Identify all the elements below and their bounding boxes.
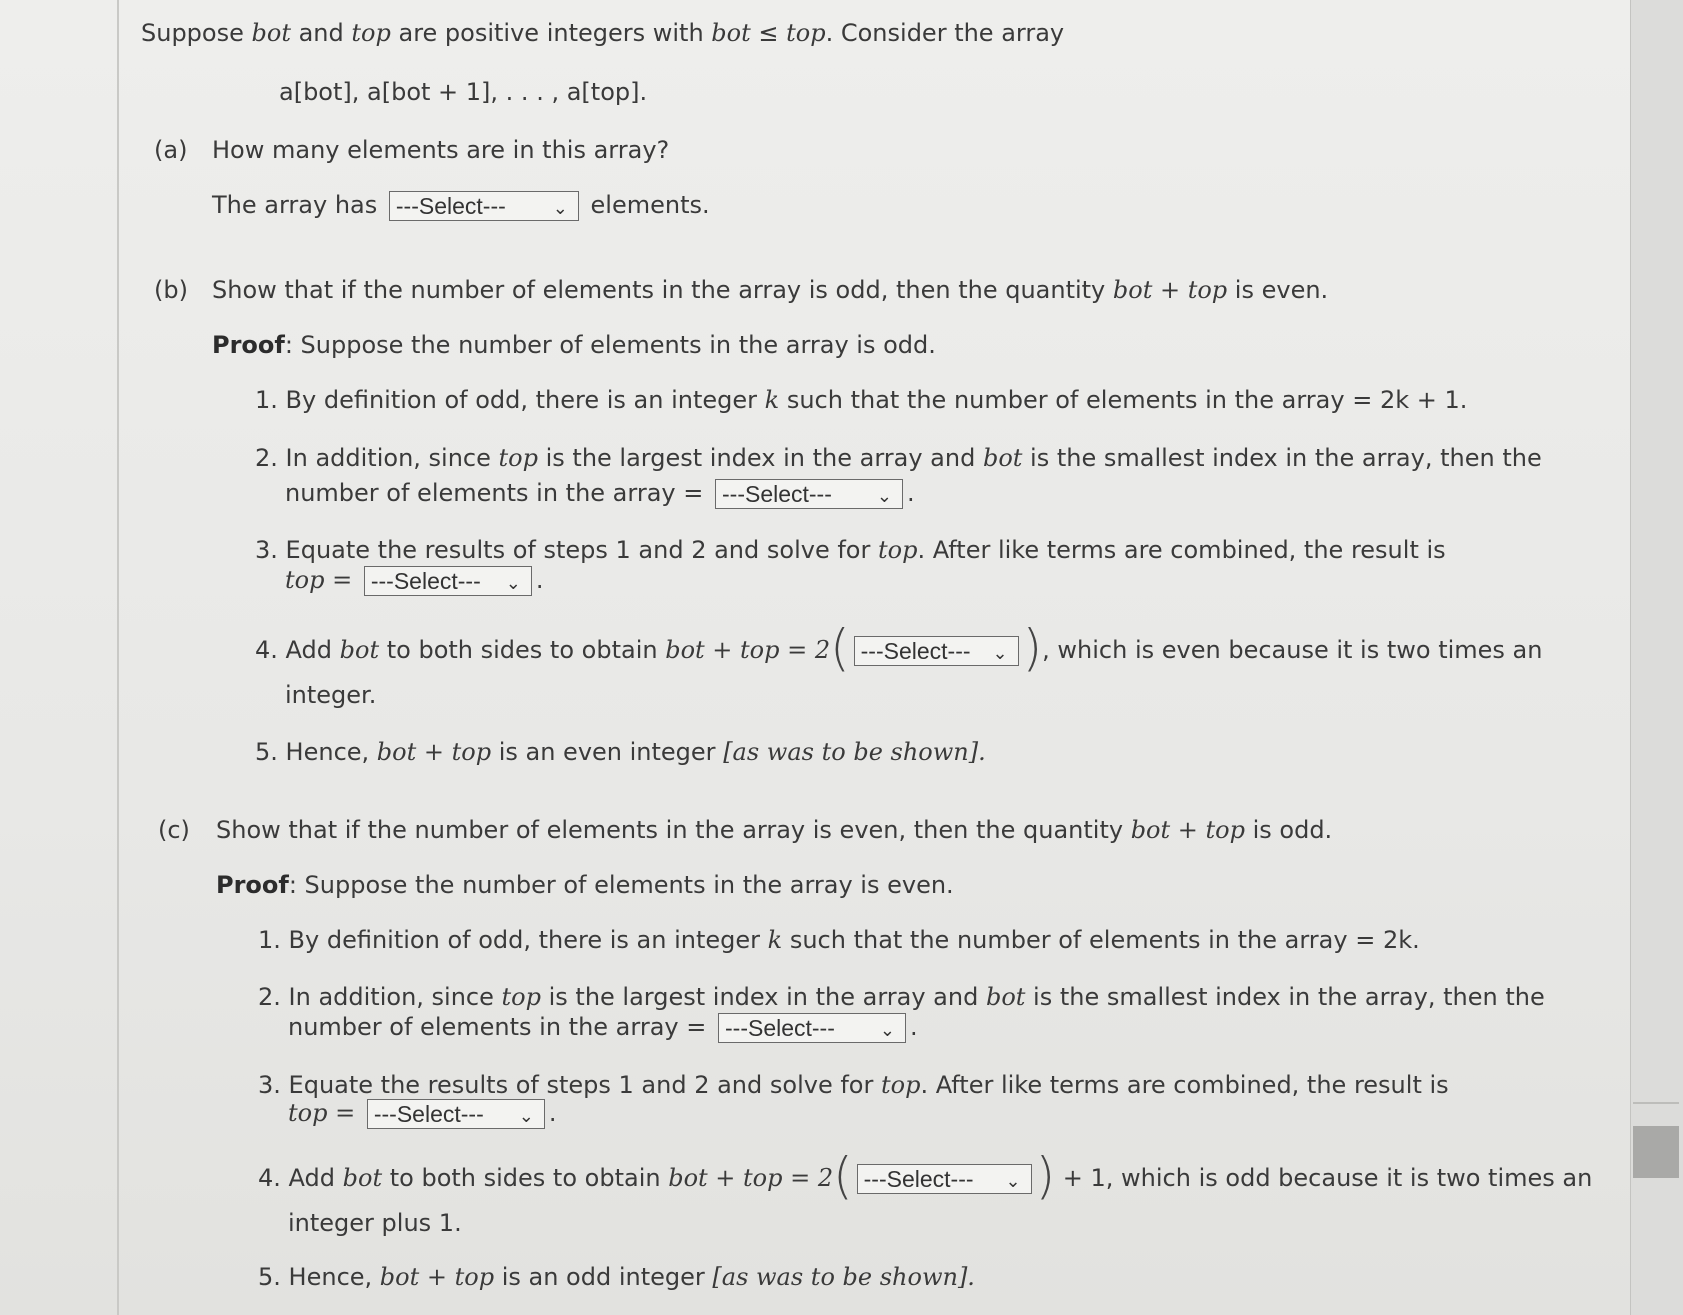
c-step2-select[interactable]: ---Select--- ⌄: [718, 1013, 906, 1043]
part-c-proof-intro: Proof: Suppose the number of elements in the array is even.: [216, 871, 954, 899]
b-step2-line1: 2. In addition, since top is the largest index in the array and bot is the smallest index in the array, then the: [255, 444, 1542, 472]
chevron-down-icon: ⌄: [1005, 1171, 1021, 1191]
part-b-question: Show that if the number of elements in the array is odd, then the quantity bot + top is even.: [212, 276, 1329, 304]
c-step3-select[interactable]: ---Select--- ⌄: [367, 1099, 545, 1129]
chevron-down-icon: ⌄: [518, 1106, 534, 1126]
c-step5: 5. Hence, bot + top is an odd integer [as was to be shown].: [258, 1263, 975, 1291]
scrollbar-tick: [1633, 1102, 1679, 1104]
b-step3-select[interactable]: ---Select--- ⌄: [364, 566, 532, 596]
c-step2-line2: number of elements in the array = ---Select--- ⌄ .: [288, 1012, 918, 1043]
c-step3-line1: 3. Equate the results of steps 1 and 2 and solve for top. After like terms are combined, the result is: [258, 1071, 1449, 1099]
scrollbar-thumb[interactable]: [1633, 1126, 1679, 1178]
c-step3-line2: top = ---Select--- ⌄ .: [288, 1098, 556, 1129]
b-step2-line2: number of elements in the array = ---Select--- ⌄ .: [285, 478, 915, 509]
scrollbar-track[interactable]: [1630, 0, 1683, 1315]
c-step4-select[interactable]: ---Select--- ⌄: [857, 1164, 1032, 1194]
c-step1: 1. By definition of odd, there is an integer k such that the number of elements in the array = 2k.: [258, 926, 1420, 954]
c-step4-line2: integer plus 1.: [288, 1209, 462, 1237]
part-a-label: (a): [154, 136, 188, 164]
part-a-question: How many elements are in this array?: [212, 136, 670, 164]
b-step4-line2: integer.: [285, 681, 377, 709]
b-step3-line1: 3. Equate the results of steps 1 and 2 and solve for top. After like terms are combined, the result is: [255, 536, 1446, 564]
part-c-label: (c): [158, 816, 190, 844]
part-b-label: (b): [154, 276, 188, 304]
array-expression: a[bot], a[bot + 1], . . . , a[top].: [279, 78, 648, 106]
chevron-down-icon: ⌄: [552, 198, 568, 218]
content-left-border: [117, 0, 119, 1315]
chevron-down-icon: ⌄: [879, 1020, 895, 1040]
part-a-answer-row: The array has ---Select--- ⌄ elements.: [212, 190, 710, 221]
chevron-down-icon: ⌄: [505, 573, 521, 593]
b-step5: 5. Hence, bot + top is an even integer [as was to be shown].: [255, 738, 986, 766]
chevron-down-icon: ⌄: [992, 643, 1008, 663]
b-step4-line1: 4. Add bot to both sides to obtain bot + top = 2( ---Select--- ⌄ ), which is even because it is two times an: [255, 619, 1543, 677]
c-step2-line1: 2. In addition, since top is the largest index in the array and bot is the smallest index in the array, then the: [258, 983, 1545, 1011]
part-a-select[interactable]: ---Select--- ⌄: [389, 191, 579, 221]
b-step1: 1. By definition of odd, there is an integer k such that the number of elements in the array = 2k + 1.: [255, 386, 1468, 414]
intro-text: Suppose bot and top are positive integers with bot ≤ top. Consider the array: [141, 19, 1065, 47]
c-step4-line1: 4. Add bot to both sides to obtain bot + top = 2( ---Select--- ⌄ ) + 1, which is odd because it is two times an: [258, 1147, 1593, 1205]
b-step4-select[interactable]: ---Select--- ⌄: [854, 636, 1019, 666]
part-c-question: Show that if the number of elements in the array is even, then the quantity bot + top is odd.: [216, 816, 1333, 844]
chevron-down-icon: ⌄: [876, 486, 892, 506]
part-b-proof-intro: Proof: Suppose the number of elements in the array is odd.: [212, 331, 936, 359]
b-step2-select[interactable]: ---Select--- ⌄: [715, 479, 903, 509]
b-step3-line2: top = ---Select--- ⌄ .: [285, 565, 543, 596]
